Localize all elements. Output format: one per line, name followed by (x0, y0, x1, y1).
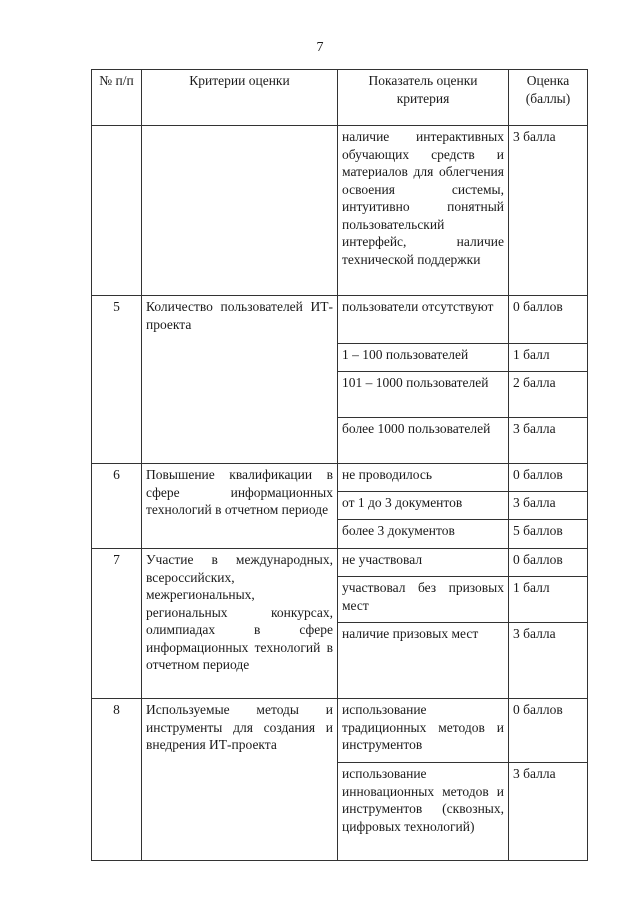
cell-score: 1 балл (509, 344, 588, 372)
header-score: Оценка (баллы) (509, 70, 588, 126)
cell-score: 1 балл (509, 577, 588, 623)
cell-score: 5 баллов (509, 520, 588, 549)
cell-score: 3 балла (509, 126, 588, 296)
cell-score: 0 баллов (509, 296, 588, 344)
cell-indicator: 1 – 100 пользователей (338, 344, 509, 372)
cell-criteria: Используемые методы и инструменты для создания и внедрения ИТ-проекта (142, 699, 338, 861)
table-header-row (92, 70, 588, 126)
cell-indicator: наличие призовых мест (338, 623, 509, 699)
cell-indicator: наличие интерактивных обучающих средств и материалов для облегчения освоения системы, интуитивно понятный пользовательский интерфейс, наличие технической поддержки (338, 126, 509, 296)
cell-indicator: более 1000 пользователей (338, 418, 509, 464)
cell-score: 0 баллов (509, 549, 588, 577)
cell-indicator: пользователи отсутствуют (338, 296, 509, 344)
table-row (92, 464, 588, 492)
cell-score: 0 баллов (509, 464, 588, 492)
cell-num: 8 (92, 699, 142, 861)
cell-indicator: участвовал без призовых мест (338, 577, 509, 623)
cell-criteria: Участие в международных, всероссийских, межрегиональных, региональных конкурсах, олимпиадах в сфере информационных технологий в отчетном периоде (142, 549, 338, 699)
cell-num: 6 (92, 464, 142, 549)
cell-num (92, 126, 142, 296)
cell-score: 3 балла (509, 623, 588, 699)
cell-indicator: более 3 документов (338, 520, 509, 549)
cell-score: 2 балла (509, 372, 588, 418)
page-number: 7 (316, 40, 324, 55)
header-criteria: Критерии оценки (142, 70, 338, 126)
header-indicator: Показатель оценки критерия (338, 70, 509, 126)
cell-indicator: не проводилось (338, 464, 509, 492)
table-row (92, 699, 588, 763)
header-num: № п/п (92, 70, 142, 126)
cell-score: 3 балла (509, 418, 588, 464)
table-row (92, 126, 588, 296)
cell-num: 7 (92, 549, 142, 699)
cell-indicator: от 1 до 3 документов (338, 492, 509, 520)
cell-num: 5 (92, 296, 142, 464)
cell-criteria: Повышение квалификации в сфере информационных технологий в отчетном периоде (142, 464, 338, 549)
table-row (92, 549, 588, 577)
cell-score: 3 балла (509, 492, 588, 520)
table-row (92, 296, 588, 344)
cell-indicator: использование инновационных методов и инструментов (сквозных, цифровых технологий) (338, 763, 509, 861)
cell-score: 3 балла (509, 763, 588, 861)
cell-criteria: Количество пользователей ИТ-проекта (142, 296, 338, 464)
cell-indicator: не участвовал (338, 549, 509, 577)
cell-score: 0 баллов (509, 699, 588, 763)
cell-indicator: 101 – 1000 пользователей (338, 372, 509, 418)
cell-indicator: использование традиционных методов и инструментов (338, 699, 509, 763)
criteria-table (91, 69, 588, 861)
cell-criteria (142, 126, 338, 296)
